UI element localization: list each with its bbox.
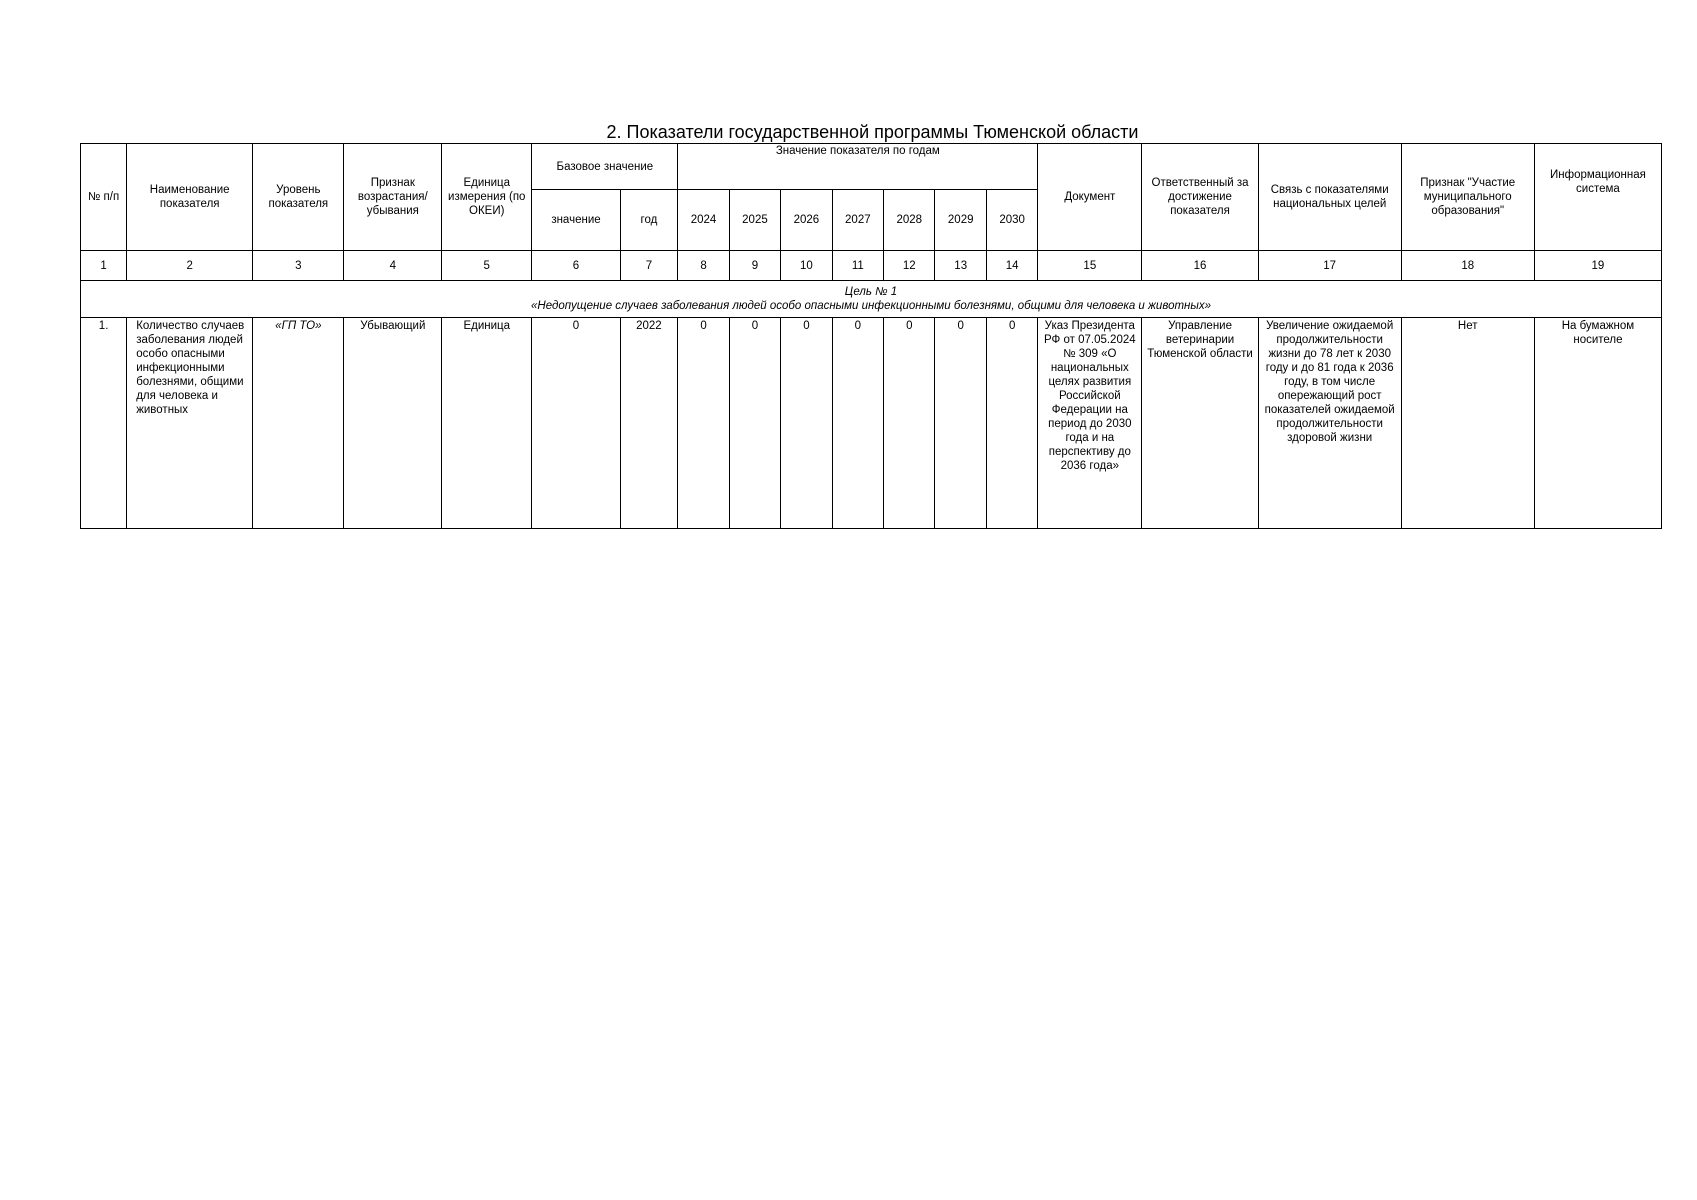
column-number: 12 (884, 251, 935, 281)
header-row (81, 144, 1662, 190)
cell-year-2028: 0 (884, 318, 935, 529)
column-number: 17 (1258, 251, 1401, 281)
cell-base-year: 2022 (620, 318, 678, 529)
header-unit: Единица измерения (по ОКЕИ) (442, 144, 532, 251)
column-number: 3 (253, 251, 344, 281)
header-year-2029: 2029 (935, 190, 986, 251)
column-number: 1 (81, 251, 127, 281)
column-number: 19 (1534, 251, 1661, 281)
header-base: Базовое значение (532, 144, 678, 190)
header-info-system: Информационная система (1534, 144, 1661, 251)
header-municipal: Признак "Участие муниципального образования" (1401, 144, 1534, 251)
cell-trend: Убывающий (344, 318, 442, 529)
column-number: 2 (127, 251, 253, 281)
cell-document: Указ Президента РФ от 07.05.2024 № 309 «О национальных целях развития Российской Федерации на период до 2030 года и на перспективу до 2036 года» (1038, 318, 1142, 529)
cell-national-link: Увеличение ожидаемой продолжительности жизни до 78 лет к 2030 году и до 81 года к 2036 году, в том числе опережающий рост показателей ожидаемой продолжительности здоровой жизни (1258, 318, 1401, 529)
header-year-2027: 2027 (832, 190, 883, 251)
header-national-link: Связь с показателями национальных целей (1258, 144, 1401, 251)
column-number: 8 (678, 251, 729, 281)
column-number: 7 (620, 251, 678, 281)
header-year-2030: 2030 (986, 190, 1037, 251)
header-year-2024: 2024 (678, 190, 729, 251)
header-name: Наименование показателя (127, 144, 253, 251)
cell-year-2029: 0 (935, 318, 986, 529)
column-number-row (81, 251, 1662, 281)
cell-municipal: Нет (1401, 318, 1534, 529)
header-responsible: Ответственный за достижение показателя (1142, 144, 1259, 251)
header-years-group: Значение показателя по годам (678, 144, 1038, 190)
column-number: 13 (935, 251, 986, 281)
goal-cell (81, 281, 1662, 318)
column-number: 4 (344, 251, 442, 281)
cell-responsible: Управление ветеринарии Тюменской области (1142, 318, 1259, 529)
header-trend: Признак возрастания/ убывания (344, 144, 442, 251)
column-number: 5 (442, 251, 532, 281)
cell-info-system: На бумажном носителе (1534, 318, 1661, 529)
cell-level: «ГП ТО» (253, 318, 344, 529)
header-level: Уровень показателя (253, 144, 344, 251)
goal-text: «Недопущение случаев заболевания людей особо опасными инфекционными болезнями, общими для человека и животных» (531, 300, 1211, 312)
column-number: 6 (532, 251, 620, 281)
column-number: 15 (1038, 251, 1142, 281)
column-number: 9 (729, 251, 780, 281)
column-number: 14 (986, 251, 1037, 281)
indicators-table (80, 143, 1662, 529)
column-number: 18 (1401, 251, 1534, 281)
goal-label: Цель № 1 (844, 286, 898, 298)
table-row (81, 318, 1662, 529)
column-number: 10 (781, 251, 832, 281)
header-document: Документ (1038, 144, 1142, 251)
goal-row (81, 281, 1662, 318)
header-base-value: значение (532, 190, 620, 251)
header-base-year: год (620, 190, 678, 251)
cell-year-2027: 0 (832, 318, 883, 529)
cell-unit: Единица (442, 318, 532, 529)
page-title: 2. Показатели государственной программы Тюменской области (606, 122, 1139, 142)
cell-name: Количество случаев заболевания людей особо опасными инфекционными болезнями, общими для человека и животных (127, 318, 253, 529)
header-year-2026: 2026 (781, 190, 832, 251)
column-number: 16 (1142, 251, 1259, 281)
header-num: № п/п (81, 144, 127, 251)
cell-year-2024: 0 (678, 318, 729, 529)
column-number: 11 (832, 251, 883, 281)
cell-base-value: 0 (532, 318, 620, 529)
header-year-2025: 2025 (729, 190, 780, 251)
cell-year-2025: 0 (729, 318, 780, 529)
cell-num: 1. (81, 318, 127, 529)
cell-year-2026: 0 (781, 318, 832, 529)
header-year-2028: 2028 (884, 190, 935, 251)
cell-year-2030: 0 (986, 318, 1037, 529)
